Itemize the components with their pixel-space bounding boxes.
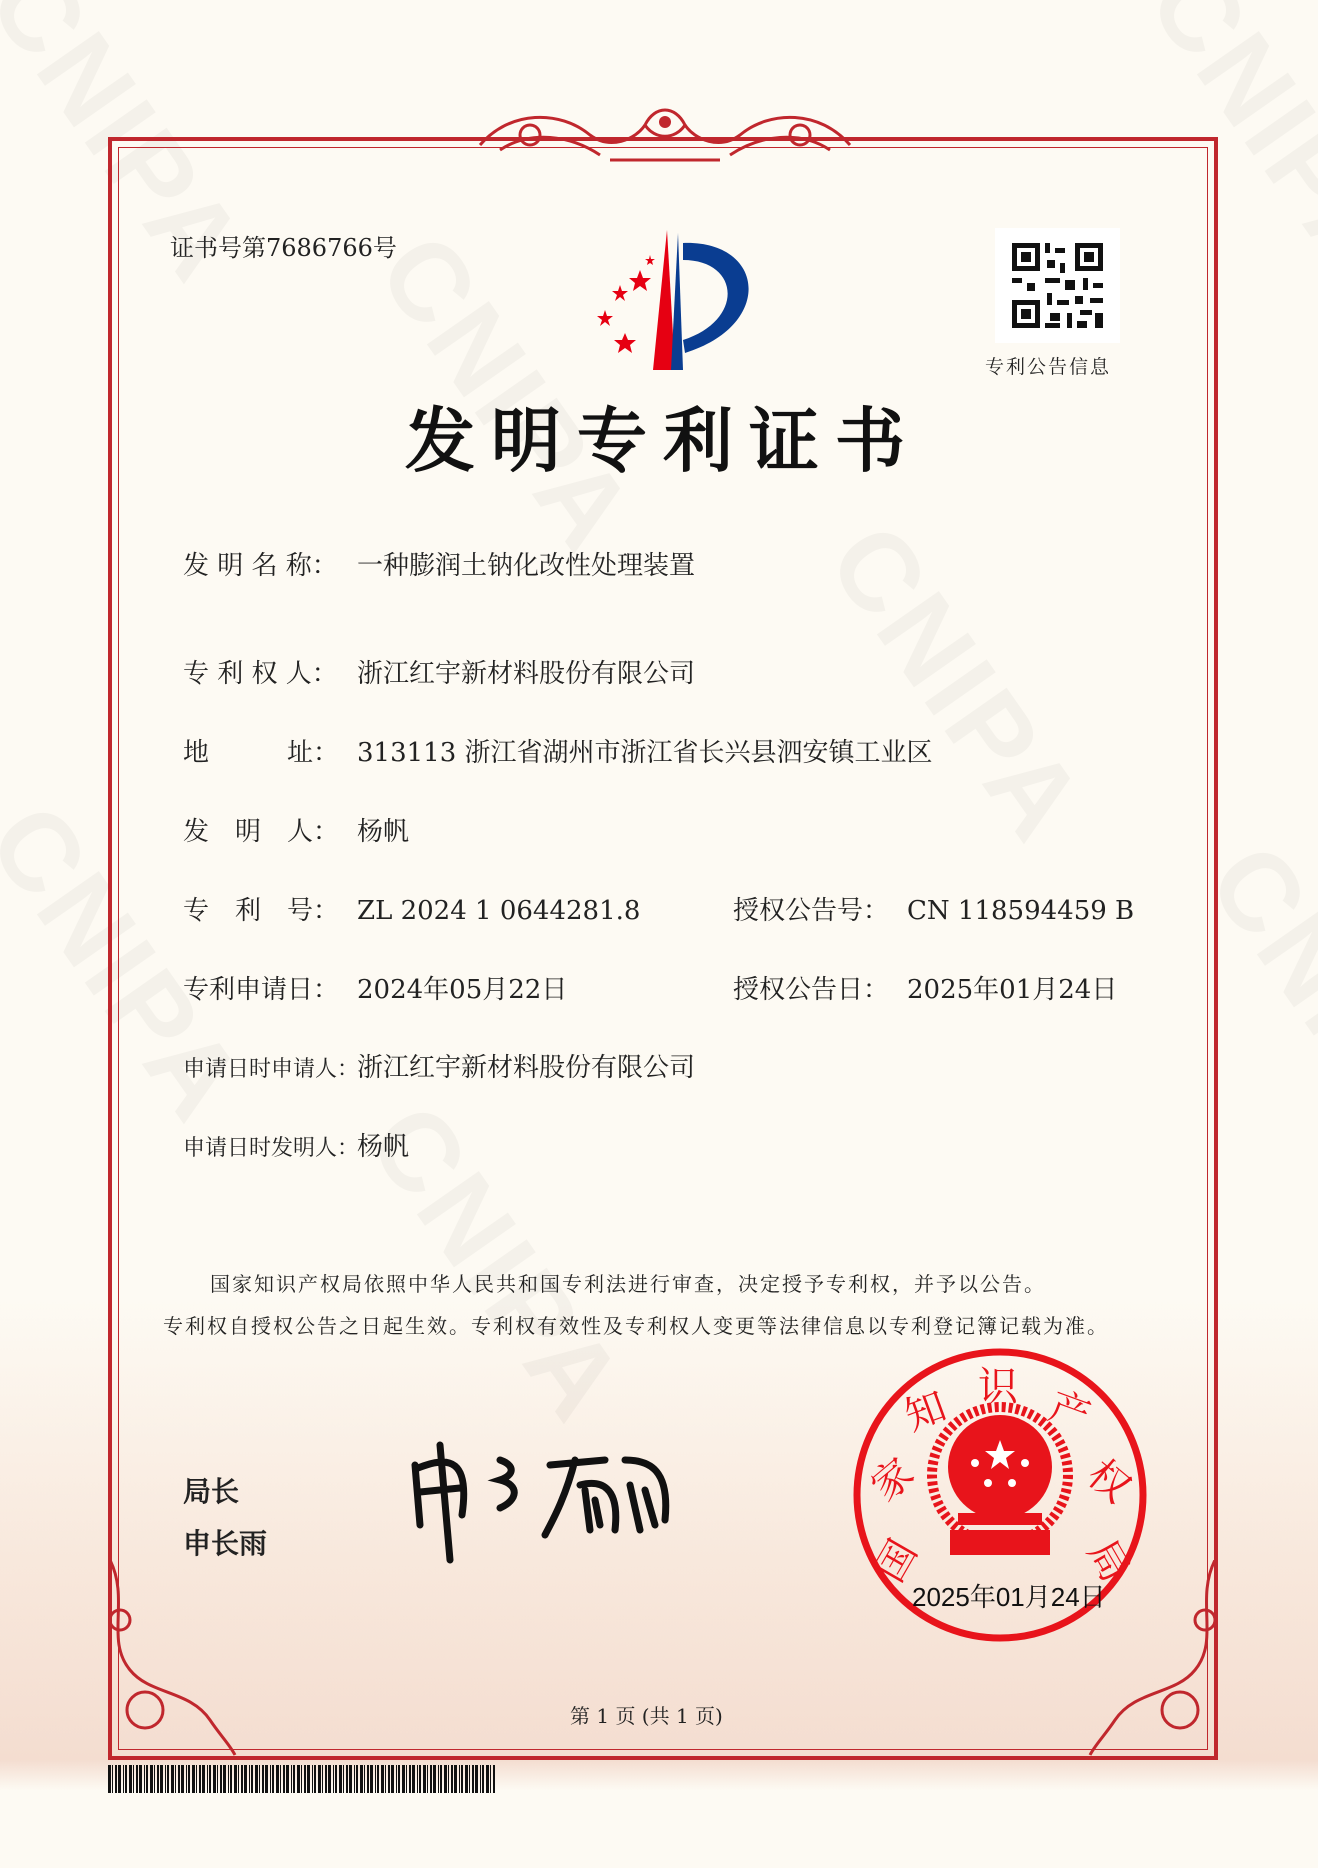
field-value: CN 118594459 B — [907, 896, 1135, 926]
qr-code-label: 专利公告信息 — [985, 356, 1112, 378]
svg-text:家: 家 — [862, 1449, 923, 1511]
statement-line-1: 国家知识产权局依照中华人民共和国专利法进行审查，决定授予专利权，并予以公告。 — [210, 1272, 1046, 1296]
seal-date: 2025年01月24日 — [912, 1582, 1106, 1612]
svg-text:局: 局 — [1078, 1532, 1139, 1590]
field-value: ZL 2024 1 0644281.8 — [357, 896, 641, 926]
statement-line-2: 专利权自授权公告之日起生效。专利权有效性及专利权人变更等法律信息以专利登记簿记载为准。 — [163, 1314, 1109, 1338]
svg-text:国: 国 — [866, 1532, 927, 1590]
field-inventor — [183, 811, 409, 848]
svg-text:知: 知 — [899, 1383, 953, 1441]
field-label: 专 利 权 人： — [183, 659, 338, 689]
field-label: 授权公告日： — [733, 975, 890, 1005]
field-label: 申请日时发明人： — [183, 1136, 360, 1161]
signatory-title: 局长 — [183, 1475, 240, 1508]
field-value: 杨帆 — [357, 817, 410, 847]
corner-ornament-icon — [100, 1560, 240, 1760]
field-label: 专 利 号： — [183, 896, 340, 926]
field-patentee — [183, 653, 695, 690]
field-grant-publication-number — [733, 890, 1134, 927]
page-title: 发明专利证书 — [405, 400, 921, 482]
svg-text:产: 产 — [1042, 1383, 1096, 1441]
field-value: 2025年01月24日 — [907, 975, 1118, 1005]
qr-code-icon — [995, 228, 1120, 343]
field-inventor-at-filing — [183, 1126, 409, 1163]
field-value: 浙江红宇新材料股份有限公司 — [357, 659, 696, 689]
field-address — [183, 732, 933, 769]
svg-text:识: 识 — [978, 1364, 1018, 1410]
top-ornament-icon — [470, 100, 860, 170]
certificate-number: 证书号第7686766号 — [170, 234, 397, 262]
signature-icon — [400, 1430, 690, 1570]
field-value: 一种膨润土钠化改性处理装置 — [357, 551, 696, 581]
field-grant-publication-date — [733, 969, 1117, 1006]
corner-ornament-icon — [1085, 1560, 1225, 1760]
field-label: 专利申请日： — [183, 975, 340, 1005]
signatory-name: 申长雨 — [183, 1527, 268, 1560]
field-invention-name — [183, 545, 695, 582]
field-label: 发 明 名 称： — [183, 551, 338, 581]
qr-code[interactable] — [995, 228, 1120, 343]
svg-text:权: 权 — [1078, 1451, 1139, 1513]
field-applicant-at-filing — [183, 1047, 695, 1084]
field-label: 授权公告号： — [733, 896, 890, 926]
field-value: 313113 浙江省湖州市浙江省长兴县泗安镇工业区 — [357, 738, 933, 768]
field-value: 2024年05月22日 — [357, 975, 568, 1005]
field-label: 申请日时申请人： — [183, 1057, 360, 1082]
field-value: 浙江红宇新材料股份有限公司 — [357, 1053, 696, 1083]
page-number: 第 1 页 (共 1 页) — [570, 1704, 723, 1728]
field-filing-date — [183, 969, 567, 1006]
field-label: 发 明 人： — [183, 817, 340, 847]
cnipa-logo-icon — [565, 225, 765, 375]
barcode-icon — [108, 1765, 498, 1793]
field-label: 地 址： — [183, 738, 340, 768]
field-patent-number — [183, 890, 640, 927]
field-value: 杨帆 — [357, 1132, 410, 1162]
